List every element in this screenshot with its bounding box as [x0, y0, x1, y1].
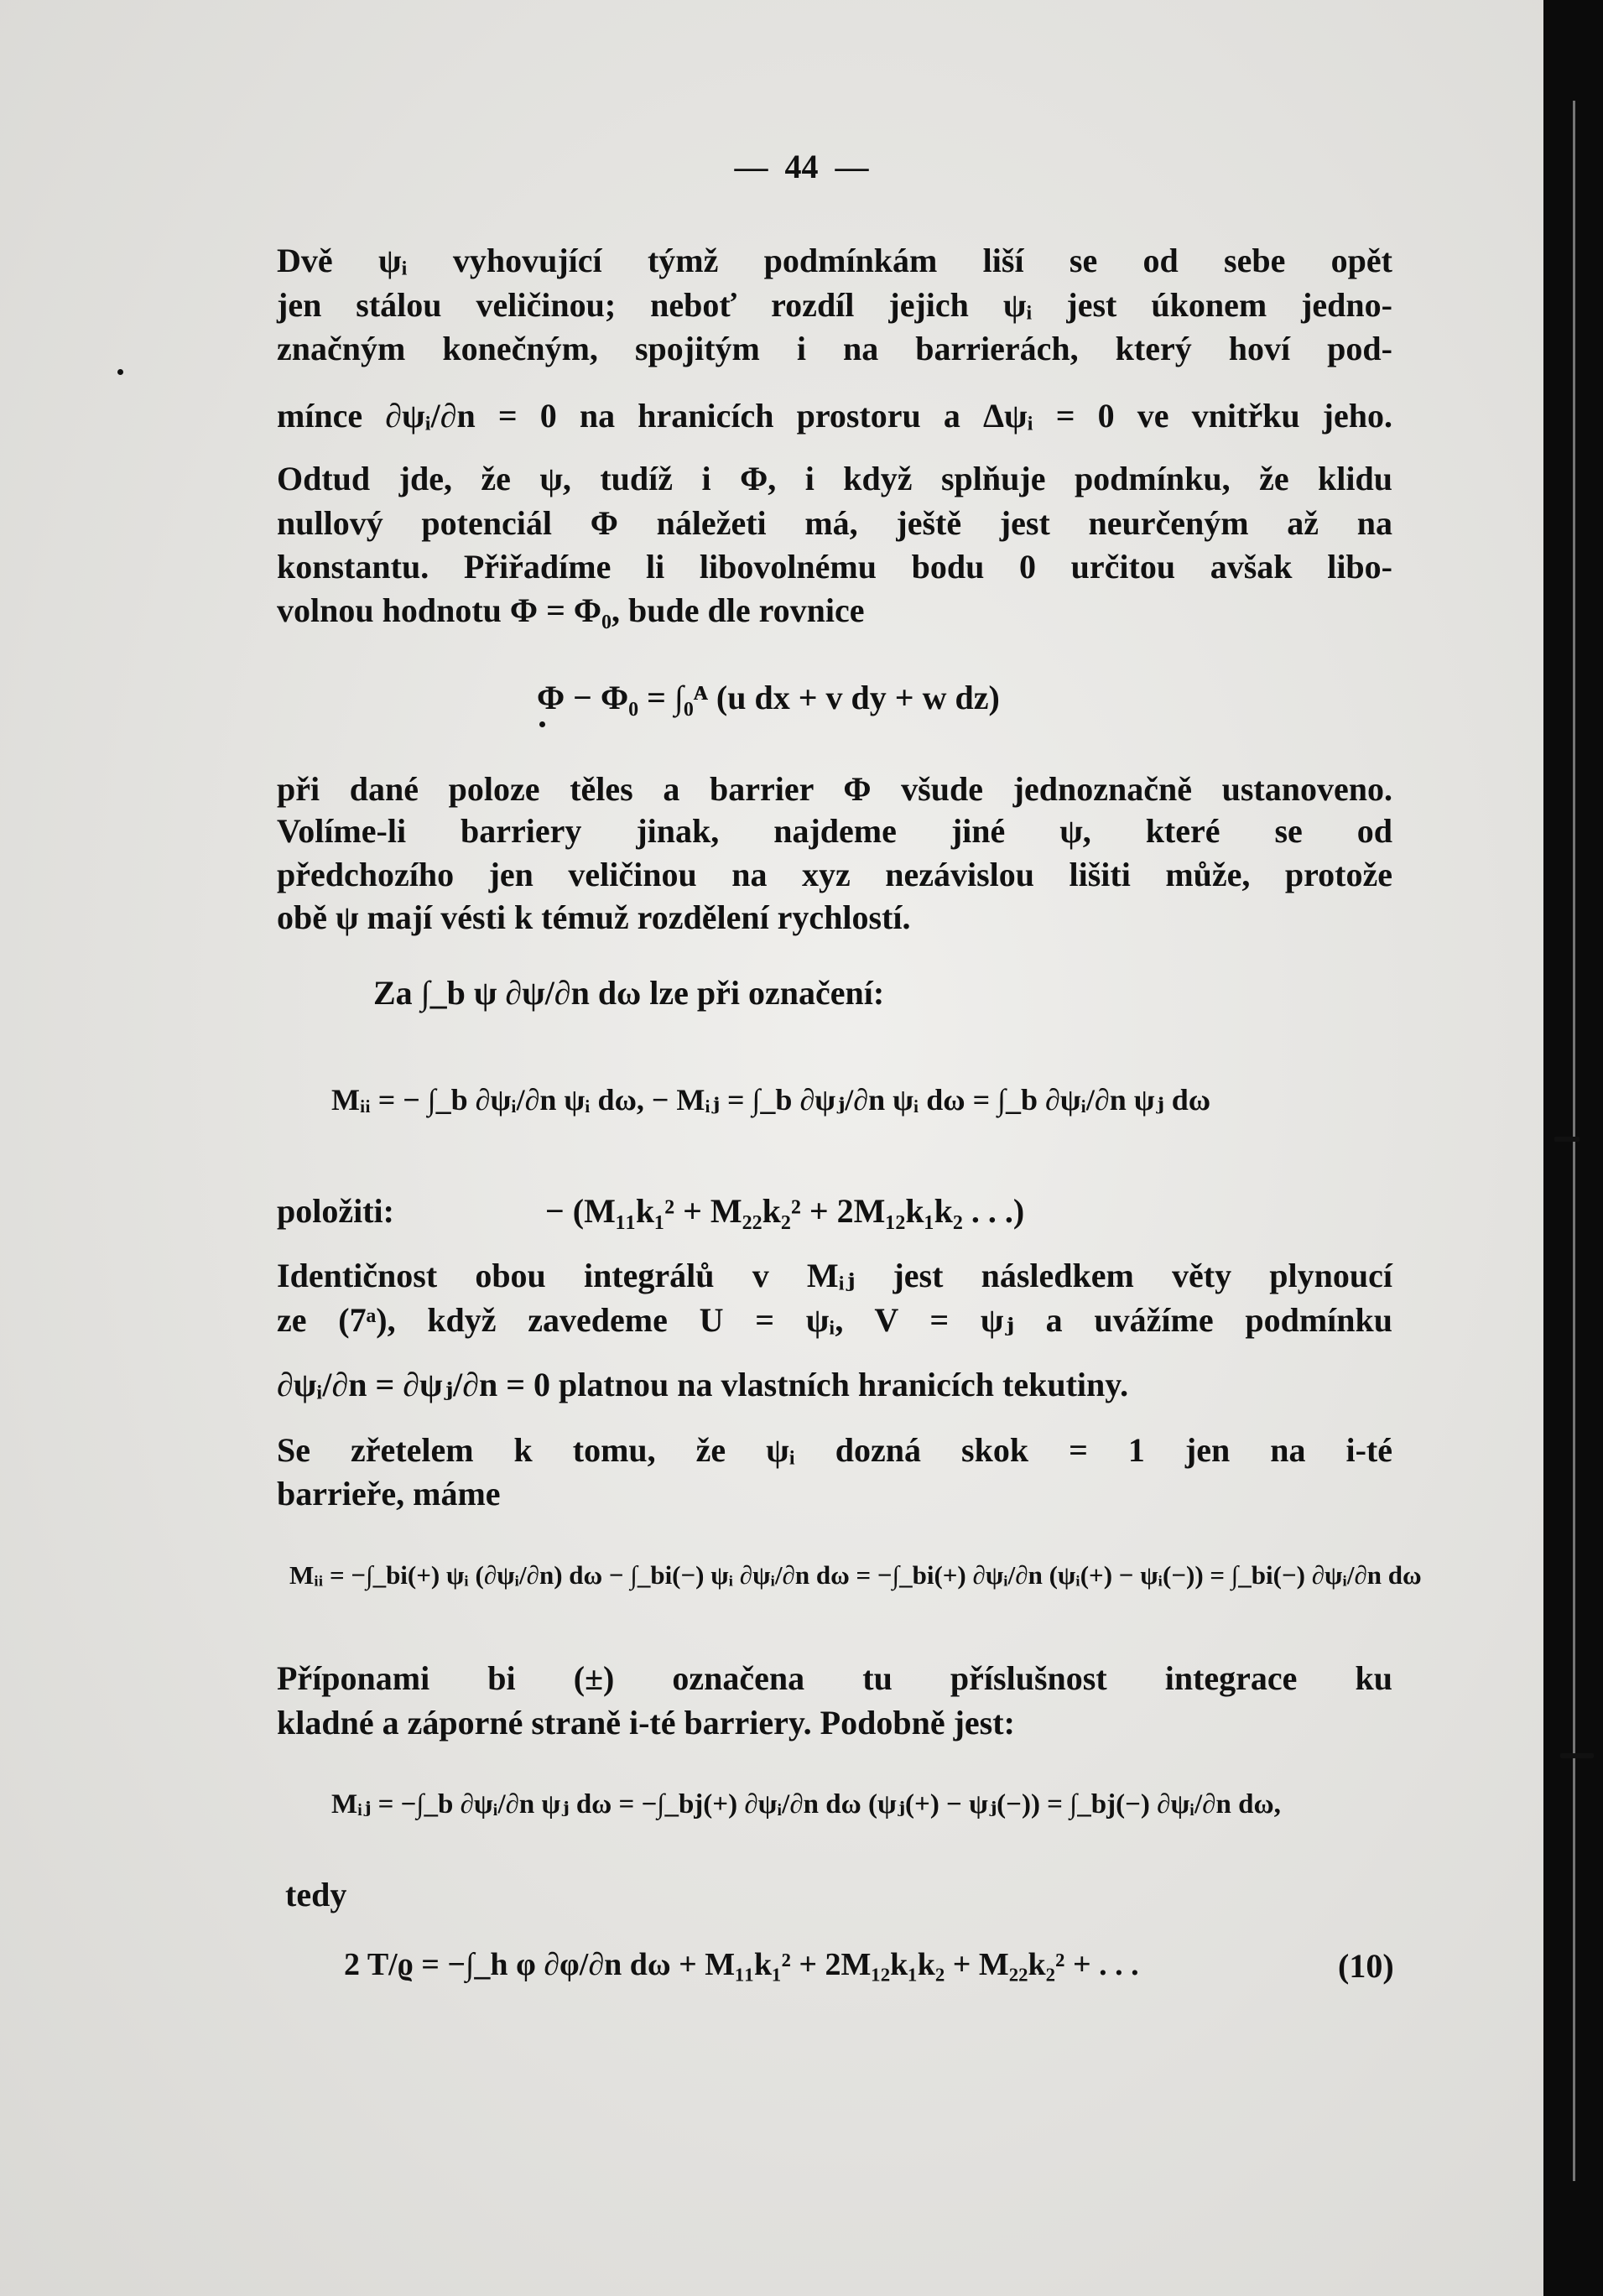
- text-line: Dvě ψᵢ vyhovující týmž podmínkám liší se od sebe opět: [277, 242, 1392, 279]
- text-line: Identičnost obou integrálů v Mᵢⱼ jest následkem věty plynoucí: [277, 1257, 1392, 1294]
- equation-number: (10): [1338, 1947, 1394, 1985]
- margin-mark: [1554, 1137, 1580, 1142]
- margin-mark: [1560, 1753, 1594, 1758]
- text-line: barrieře, máme: [277, 1475, 501, 1512]
- equation: Mᵢⱼ = −∫_b ∂ψᵢ/∂n ψⱼ dω = −∫_bj(+) ∂ψᵢ/∂n dω (ψⱼ(+) − ψⱼ(−)) = ∫_bj(−) ∂ψᵢ/∂n dω,: [331, 1789, 1281, 1820]
- page-number-dash: —: [835, 148, 869, 185]
- text-line: volnou hodnotu Φ = Φ₀, bude dle rovnice: [277, 591, 865, 629]
- text-line: kladné a záporné straně i-té barriery. Podobně jest:: [277, 1704, 1015, 1742]
- equation: Mᵢᵢ = −∫_bi(+) ψᵢ (∂ψᵢ/∂n) dω − ∫_bi(−) ψᵢ ∂ψᵢ/∂n dω = −∫_bi(+) ∂ψᵢ/∂n (ψᵢ(+) − ψᵢ(−)) = ∫_bi(−) ∂ψᵢ/∂n dω: [289, 1560, 1422, 1590]
- equation: − (M₁₁k₁² + M₂₂k₂² + 2M₁₂k₁k₂ . . .): [545, 1192, 1025, 1230]
- equation: 2 T/ϱ = −∫_h φ ∂φ/∂n dω + M₁₁k₁² + 2M₁₂k₁k₂ + M₂₂k₂² + . . .: [344, 1947, 1139, 1982]
- ink-speck: [539, 721, 545, 727]
- text-line: předchozího jen veličinou na xyz nezávislou lišiti může, protože: [277, 856, 1392, 893]
- ink-speck: [117, 369, 123, 375]
- text-line: ze (7ᵃ), když zavedeme U = ψᵢ, V = ψⱼ a uvážíme podmínku: [277, 1301, 1392, 1339]
- text-line: Se zřetelem k tomu, že ψᵢ dozná skok = 1 jen na i-té: [277, 1431, 1392, 1469]
- text-line: značným konečným, spojitým i na barrierách, který hoví pod-: [277, 330, 1392, 367]
- text-line: Volíme-li barriery jinak, najdeme jiné ψ, které se od: [277, 812, 1392, 850]
- page-number: [0, 147, 1603, 186]
- text-line: konstantu. Přiřadíme li libovolnému bodu 0 určitou avšak libo-: [277, 548, 1392, 586]
- equation: Φ − Φ₀ = ∫₀ᴬ (u dx + v dy + w dz): [537, 679, 1000, 716]
- equation: Za ∫_b ψ ∂ψ/∂n dω lze při označení:: [373, 974, 885, 1012]
- text-line: položiti:: [277, 1192, 394, 1230]
- text-line: při dané poloze těles a barrier Φ všude jednoznačně ustanoveno.: [277, 770, 1392, 808]
- text-line: tedy: [285, 1876, 347, 1913]
- page-number-value: 44: [784, 148, 819, 185]
- text-line: nullový potenciál Φ náležeti má, ještě jest neurčeným až na: [277, 504, 1392, 542]
- text-line: jen stálou veličinou; neboť rozdíl jejich ψᵢ jest úkonem jedno-: [277, 286, 1392, 324]
- text-line: Příponami bi (±) označena tu příslušnost integrace ku: [277, 1659, 1392, 1697]
- text-line: obě ψ mají vésti k témuž rozdělení rychlostí.: [277, 898, 911, 936]
- page-number-dash: —: [734, 148, 768, 185]
- equation: Mᵢᵢ = − ∫_b ∂ψᵢ/∂n ψᵢ dω, − Mᵢⱼ = ∫_b ∂ψⱼ/∂n ψᵢ dω = ∫_b ∂ψᵢ/∂n ψⱼ dω: [331, 1083, 1211, 1117]
- text-line: mínce ∂ψᵢ/∂n = 0 na hranicích prostoru a Δψᵢ = 0 ve vnitřku jeho.: [277, 397, 1392, 435]
- text-line: Odtud jde, že ψ, tudíž i Φ, i když splňuje podmínku, že klidu: [277, 460, 1392, 497]
- text-line: ∂ψᵢ/∂n = ∂ψⱼ/∂n = 0 platnou na vlastních hranicích tekutiny.: [277, 1366, 1129, 1403]
